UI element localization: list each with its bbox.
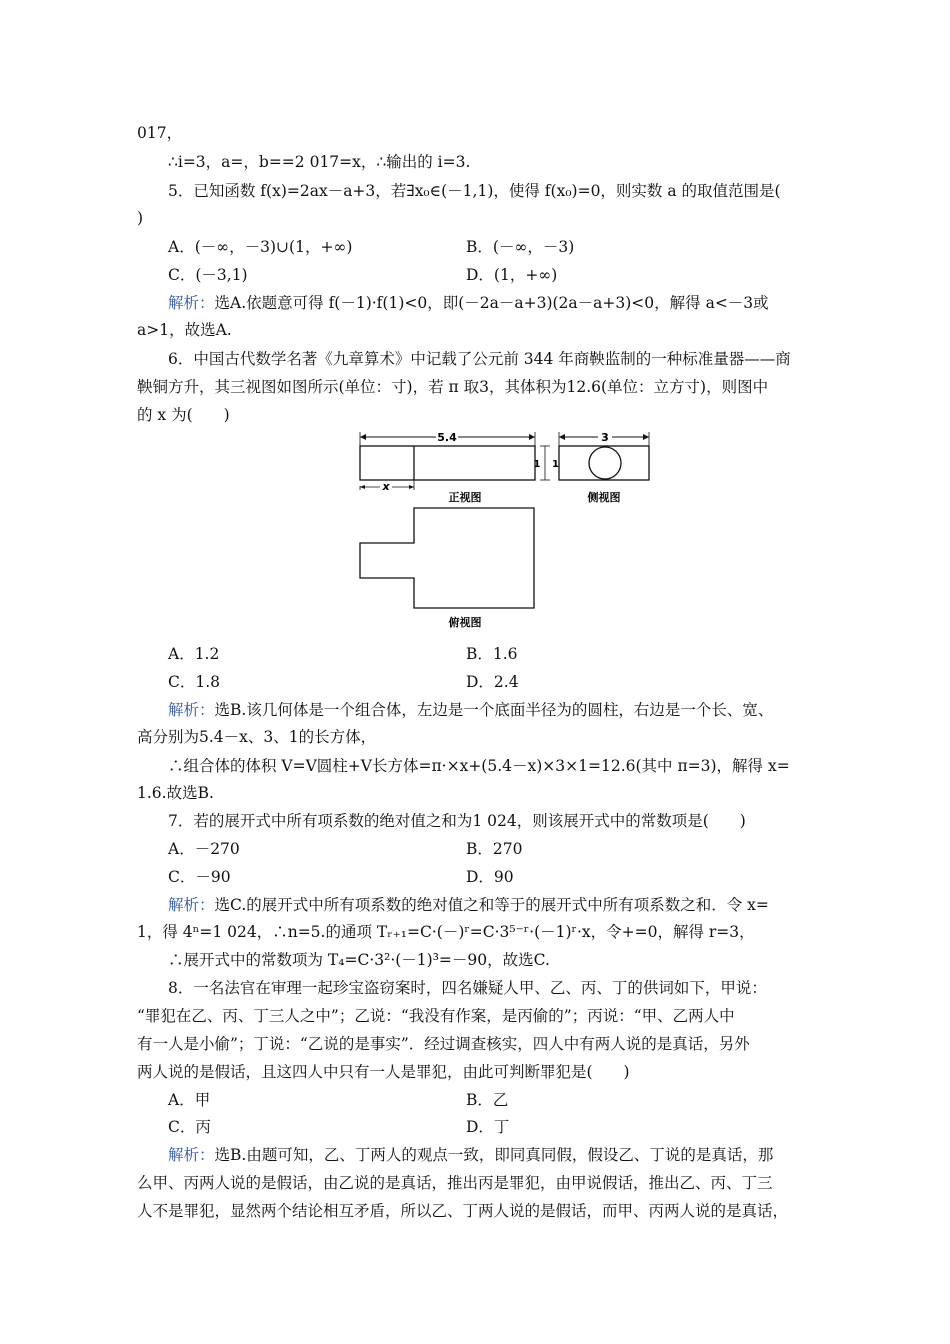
text-line: )	[137, 209, 144, 227]
answer-7	[168, 894, 769, 916]
option-d: D．(1，+∞)	[466, 266, 558, 284]
text-line: 人不是罪犯，显然两个结论相互矛盾，所以乙、丁两人说的是假话，而甲、丙两人说的是真话，	[137, 1202, 789, 1220]
option-b: B．270	[466, 840, 523, 858]
question-5: 5．已知函数 f(x)=2ax－a+3，若∃x₀∈(－1,1)，使得 f(x₀)=0，则实数 a 的取值范围是(	[168, 182, 781, 200]
option-b: B．(－∞，－3)	[466, 238, 575, 256]
text-line: 1.6.故选B.	[137, 784, 214, 802]
text-line: 017，	[137, 124, 183, 142]
option-c: C．(－3,1)	[168, 266, 248, 284]
question-6: 6．中国古代数学名著《九章算术》中记载了公元前 344 年商鞅监制的一种标准量器——商	[168, 350, 791, 368]
text-line: 高分别为5.4－x、3、1的长方体，	[137, 728, 377, 746]
dim-x: x	[382, 480, 390, 493]
label-front-view: 正视图	[448, 491, 482, 504]
text-line: 么甲、丙两人说的是假话，由乙说的是真话，推出丙是罪犯，由甲说假话，推出乙、丙、丁三	[137, 1174, 773, 1192]
option-c: C．1.8	[168, 673, 221, 691]
answer-text: 选B.由题可知，乙、丁两人的观点一致，即同真同假，假设乙、丁说的是真话，那	[214, 1146, 774, 1164]
front-view-rect	[360, 446, 535, 480]
option-b: B．乙	[466, 1091, 509, 1109]
side-view-circle	[589, 447, 621, 479]
answer-8	[168, 1144, 773, 1166]
answer-text: 选A.依题意可得 f(－1)·f(1)<0，即(－2a－a+3)(2a－a+3)<0，解得 a<－3或	[214, 294, 769, 312]
text-line: ∴展开式中的常数项为 T₄=C·3²·(－1)³=－90，故选C.	[168, 951, 550, 969]
analysis-label: 解析：	[168, 294, 215, 312]
dim-1-a: 1	[533, 459, 541, 470]
side-view-rect	[559, 446, 649, 480]
answer-text: 选C.的展开式中所有项系数的绝对值之和等于的展开式中所有项系数之和．令 x=	[214, 896, 769, 914]
text-line: 两人说的是假话，且这四人中只有一人是罪犯，由此可判断罪犯是( )	[137, 1063, 630, 1081]
answer-5	[168, 292, 769, 314]
text-line: 的 x 为( )	[137, 406, 230, 424]
question-8: 8．一名法官在审理一起珍宝盗窃案时，四名嫌疑人甲、乙、丙、丁的供词如下，甲说：	[168, 979, 767, 997]
analysis-label: 解析：	[168, 896, 215, 914]
option-d: D．丁	[466, 1118, 510, 1136]
answer-6	[168, 699, 773, 721]
question-7: 7．若的展开式中所有项系数的绝对值之和为1 024，则该展开式中的常数项是( )	[168, 812, 746, 830]
top-view-shape	[360, 508, 534, 608]
answer-text: 选B.该几何体是一个组合体，左边是一个底面半径为的圆柱，右边是一个长、宽、	[214, 701, 774, 719]
text-line: 鞅铜方升，其三视图如图所示(单位：寸)，若 π 取3，其体积为12.6(单位：立方寸)，则图中	[137, 378, 769, 396]
option-c: C．－90	[168, 868, 231, 886]
dim-3: 3	[601, 431, 609, 444]
option-a: A．1.2	[168, 645, 220, 663]
label-side-view: 侧视图	[587, 491, 621, 504]
option-c: C．丙	[168, 1118, 211, 1136]
three-view-figure	[350, 428, 670, 636]
analysis-label: 解析：	[168, 1146, 215, 1164]
text-line: 1，得 4ⁿ=1 024，∴n=5.的通项 Tᵣ₊₁=C·(－)ʳ=C·3⁵⁻ʳ·(－1)ʳ·x，令+=0，解得 r=3，	[137, 923, 755, 941]
text-line: ∴i=3，a=，b==2 017=x，∴输出的 i=3.	[168, 153, 471, 171]
label-top-view: 俯视图	[448, 616, 482, 629]
dim-1-b: 1	[552, 459, 559, 470]
option-a: A．甲	[168, 1091, 211, 1109]
dim-5-4: 5.4	[437, 431, 457, 444]
text-line: ∴组合体的体积 V=V圆柱+V长方体=π·×x+(5.4－x)×3×1=12.6(其中 π=3)，解得 x=	[168, 757, 790, 775]
option-b: B．1.6	[466, 645, 518, 663]
text-line: “罪犯在乙、丙、丁三人之中”；乙说：“我没有作案，是丙偷的”；丙说：“甲、乙两人中	[137, 1007, 735, 1025]
text-line: 有一人是小偷”；丁说：“乙说的是事实”．经过调查核实，四人中有两人说的是真话，另外	[137, 1035, 750, 1053]
option-a: A．(－∞，－3)∪(1，+∞)	[168, 238, 353, 256]
option-d: D．90	[466, 868, 514, 886]
text-line: a>1，故选A.	[137, 321, 232, 339]
analysis-label: 解析：	[168, 701, 215, 719]
option-a: A．－270	[168, 840, 240, 858]
option-d: D．2.4	[466, 673, 519, 691]
